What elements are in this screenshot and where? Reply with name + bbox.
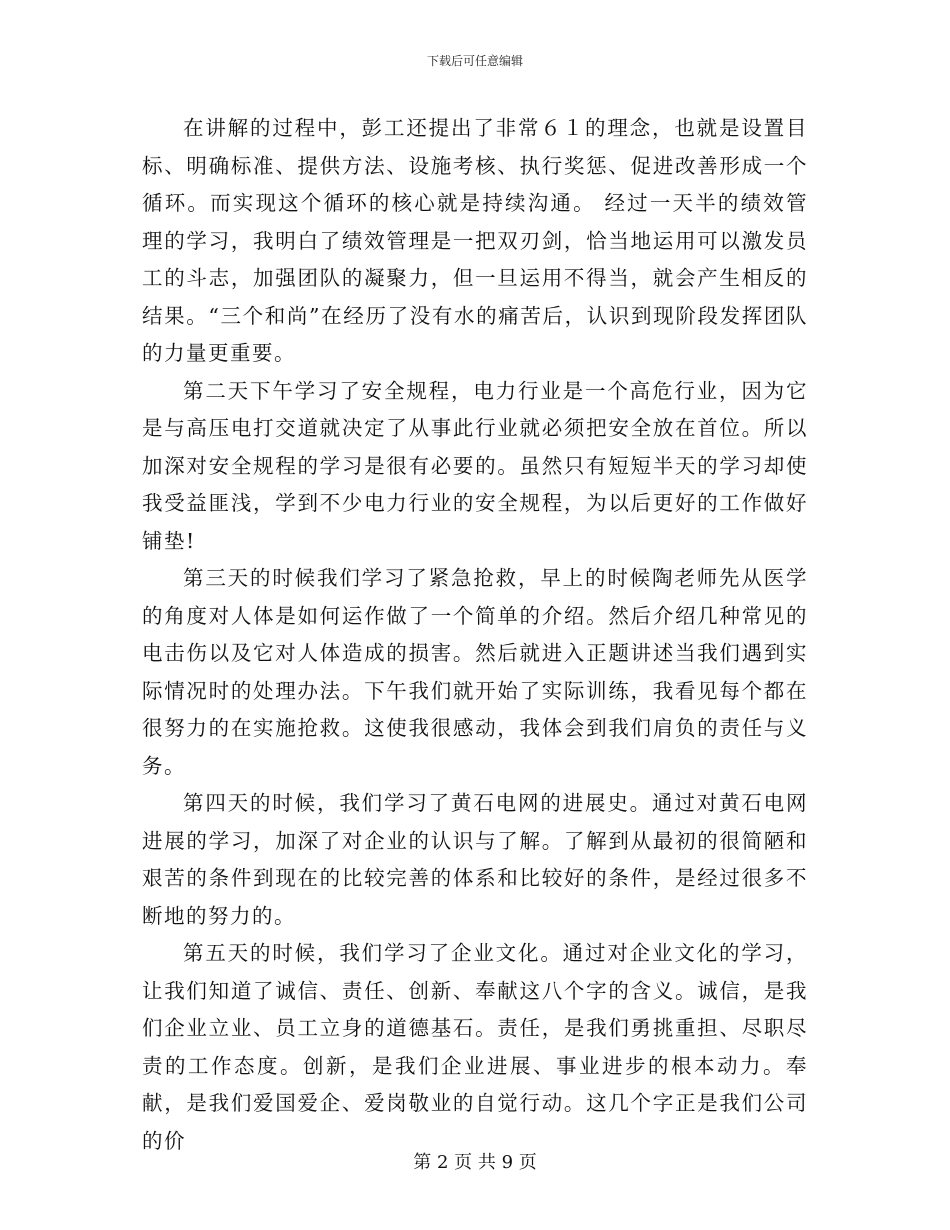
paragraph: 第三天的时候我们学习了紧急抢救，早上的时候陶老师先从医学的角度对人体是如何运作做了一个简单的介绍。然后介绍几种常见的电击伤以及它对人体造成的损害。然后就进入正题讲述当我们遇到实际情况时的处理办法。下午我们就开始了实际训练，我看见每个都在很努力的在实施抢救。这使我很感动，我体会到我们肩负的责任与义务。 [142,566,808,778]
document-body [142,110,808,1160]
page-header: 下载后可任意编辑 [426,54,523,68]
paragraph: 第四天的时候，我们学习了黄石电网的进展史。通过对黄石电网进展的学习，加深了对企业的认识与了解。了解到从最初的很简陋和艰苦的条件到现在的比较完善的体系和比较好的条件，是经过很多不断地的努力的。 [142,791,808,928]
paragraph: 在讲解的过程中，彭工还提出了非常６１的理念，也就是设置目标、明确标准、提供方法、设施考核、执行奖惩、促进改善形成一个循环。而实现这个循环的核心就是持续沟通。 经过一天半的绩效管理的学习，我明白了绩效管理是一把双刃剑，恰当地运用可以激发员工的斗志，加强团队的凝聚力，但一旦运用不得当，就会产生相反的结果。“三个和尚”在经历了没有水的痛苦后，认识到现阶段发挥团队的力量更重要。 [142,116,808,365]
page-number: 第 2 页 共 9 页 [413,1152,537,1173]
paragraph: 第二天下午学习了安全规程，电力行业是一个高危行业，因为它是与高压电打交道就决定了从事此行业就必须把安全放在首位。所以加深对安全规程的学习是很有必要的。虽然只有短短半天的学习却使我受益匪浅，学到不少电力行业的安全规程，为以后更好的工作做好铺垫! [142,378,808,553]
paragraph: 第五天的时候，我们学习了企业文化。通过对企业文化的学习，让我们知道了诚信、责任、创新、奉献这八个字的含义。诚信，是我们企业立业、员工立身的道德基石。责任，是我们勇挑重担、尽职尽责的工作态度。创新，是我们企业进展、事业进步的根本动力。奉献，是我们爱国爱企、爱岗敬业的自觉行动。这几个字正是我们公司的价 [142,941,808,1153]
